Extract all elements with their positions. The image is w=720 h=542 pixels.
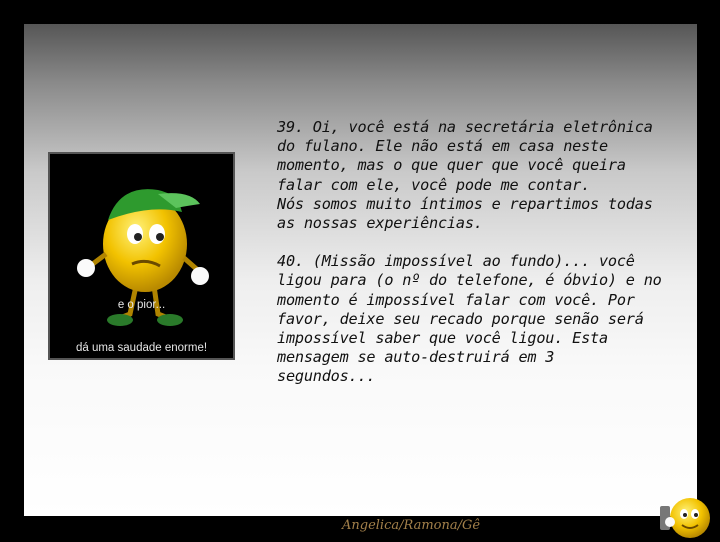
smiley-phone-icon (658, 494, 718, 542)
slide (24, 24, 697, 533)
smiley-picture (48, 152, 235, 360)
signature: Angelica/Ramona/Gê (342, 518, 481, 533)
smiley-with-cap-icon (50, 154, 237, 362)
picture-caption-line-1: e o pior... (117, 299, 166, 311)
paragraph-39: 39. Oi, você está na secretária eletrônica do fulano. Ele não está em casa neste momento, mas o que quer que você queira falar com ele, você pode me contar. Nós somos muito íntimos e repartimos todas as nossas experiências. (277, 118, 653, 233)
picture-caption-line-2: dá uma saudade enorme! (75, 342, 208, 354)
message-text (277, 118, 717, 406)
paragraph-40: 40. (Missão impossível ao fundo)... você ligou para (o nº do telefone, é óbvio) e no momento é impossível falar com você. Por favor, deixe seu recado porque senão será impossível saber que você ligou. Esta mensagem se auto-destruirá em 3 segundos... (277, 252, 662, 386)
